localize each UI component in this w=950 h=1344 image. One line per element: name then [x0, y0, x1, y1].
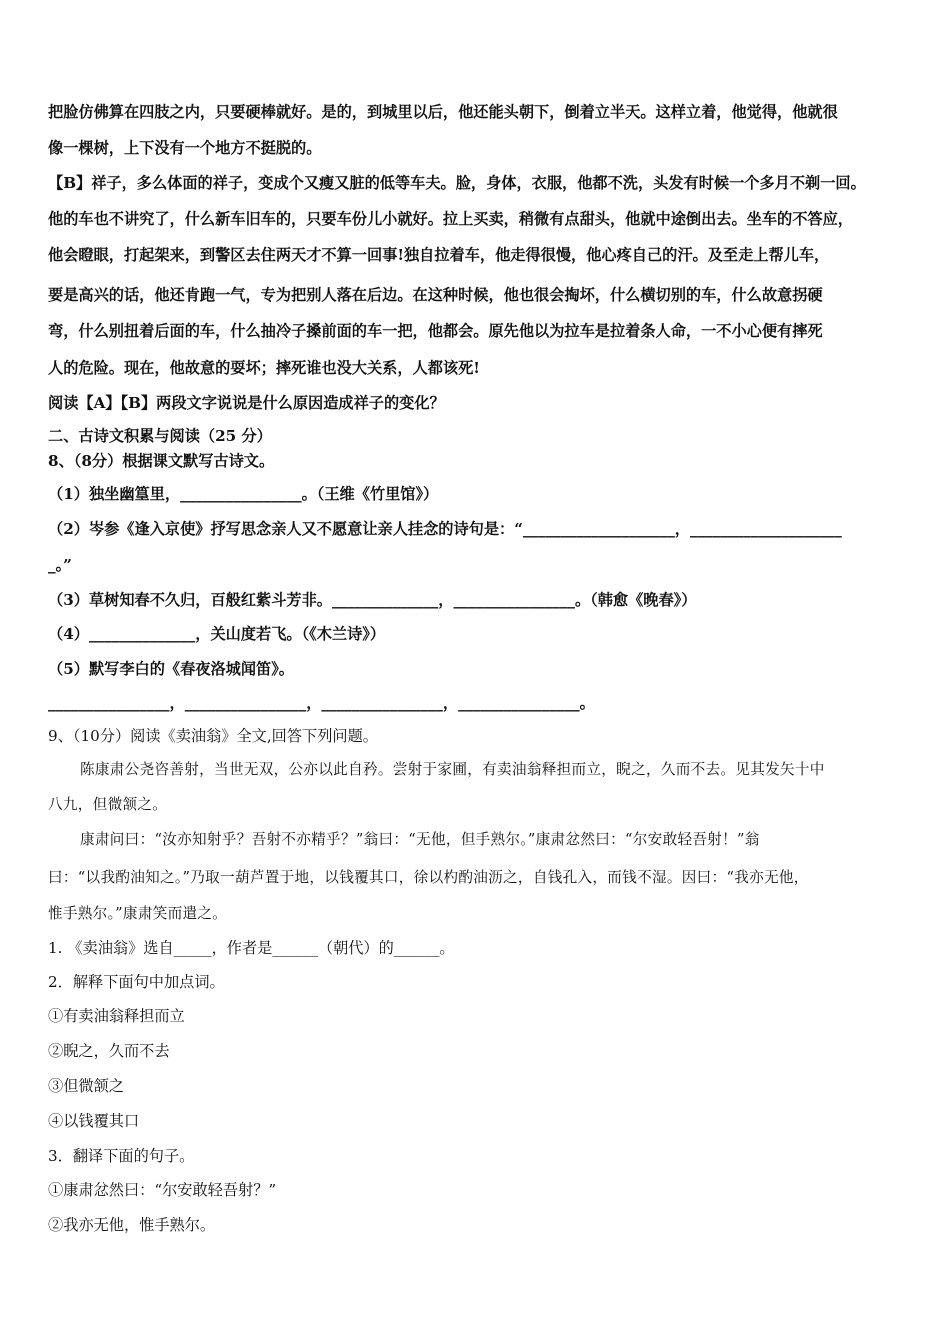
- q8-item: （2）岑参《逢入京使》抒写思念亲人又不愿意让亲人挂念的诗句是：“____________________，____________________: [48, 520, 842, 538]
- q9-sub-question: 3．翻译下面的句子。: [48, 1147, 195, 1165]
- q9-sub-question: 2．解释下面句中加点词。: [48, 973, 225, 991]
- passage-b-line: 他会瞪眼，打起架来，到警区去住两天才不算一回事!独自拉着车，他走得很慢，他心疼自己的汗。及至走上帮儿车，: [48, 246, 830, 264]
- q9-stem: 9、（10分）阅读《卖油翁》全文,回答下列问题。: [48, 727, 378, 745]
- q8-item: ________________，________________，________________，________________。: [48, 694, 595, 712]
- passage-b-line: 要是高兴的话，他还肯跑一气，专为把别人落在后边。在这种时候，他也很会掏坏，什么横切别的车，什么故意拐硬: [48, 286, 823, 304]
- q9-text-line: 康肃问曰：“汝亦知射乎？吾射不亦精乎？”翁曰：“无他，但手熟尔。”康肃忿然曰：“尔安敢轻吾射！”翁: [80, 831, 760, 848]
- q8-item: （1）独坐幽篁里，________________。（王维《竹里馆》）: [48, 485, 439, 503]
- q8-item: （4）______________，关山度若飞。（《木兰诗》）: [48, 625, 386, 643]
- q9-sub-question: ③但微颔之: [48, 1077, 124, 1095]
- q8-item: （5）默写李白的《春夜洛城闻笛》。: [48, 660, 294, 678]
- passage-a-line: 把脸仿佛算在四肢之内，只要硬棒就好。是的，到城里以后，他还能头朝下，倒着立半天。这样立着，他觉得，他就很: [48, 103, 838, 121]
- q9-text-line: 曰：“以我酌油知之。”乃取一葫芦置于地，以钱覆其口，徐以杓酌油沥之，自钱孔入，而钱不湿。因曰：“我亦无他，: [48, 869, 809, 886]
- q9-text-line: 陈康肃公尧咨善射，当世无双，公亦以此自矜。尝射于家圃，有卖油翁释担而立，睨之，久而不去。见其发矢十中: [80, 761, 825, 778]
- q8-item: _。”: [48, 556, 72, 574]
- q8-stem: 8、（8分）根据课文默写古诗文。: [48, 452, 275, 470]
- q9-sub-question: ②睨之，久而不去: [48, 1042, 170, 1060]
- question-ab: 阅读【A】【B】两段文字说说是什么原因造成祥子的变化？: [48, 394, 445, 412]
- section2-title: 二、古诗文积累与阅读（25 分）: [48, 427, 272, 445]
- passage-b-line: 他的车也不讲究了，什么新车旧车的，只要车份儿小就好。拉上买卖，稍微有点甜头，他就中途倒出去。坐车的不答应，: [48, 210, 853, 228]
- passage-b-line: 【B】祥子，多么体面的祥子，变成个又瘦又脏的低等车夫。脸，身体，衣服，他都不洗，头发有时候一个多月不剃一回。: [48, 174, 866, 192]
- q9-sub-question: ①有卖油翁释担而立: [48, 1007, 185, 1025]
- passage-b-line: 弯，什么别扭着后面的车，什么抽冷子搡前面的车一把，他都会。原先他以为拉车是拉着条人命，一不小心便有摔死: [48, 322, 823, 340]
- q9-sub-question: ②我亦无他，惟手熟尔。: [48, 1216, 216, 1234]
- q8-item: （3）草树知春不久归，百般红紫斗芳非。______________，________________。（韩愈《晚春》）: [48, 591, 697, 609]
- passage-b-line: 人的危险。现在，他故意的耍坏；摔死谁也没大关系，人都该死!: [48, 359, 480, 377]
- q9-sub-question: 1. 《卖油翁》选自_____，作者是______（朝代）的______。: [48, 939, 455, 957]
- q9-sub-question: ①康肃忿然曰：“尔安敢轻吾射？”: [48, 1181, 277, 1199]
- q9-text-line: 惟手熟尔。”康肃笑而遣之。: [48, 905, 228, 922]
- q9-text-line: 八九，但微颔之。: [48, 796, 168, 813]
- q9-sub-question: ④以钱覆其口: [48, 1112, 140, 1130]
- passage-a-line: 像一棵树，上下没有一个地方不挺脱的。: [48, 139, 322, 157]
